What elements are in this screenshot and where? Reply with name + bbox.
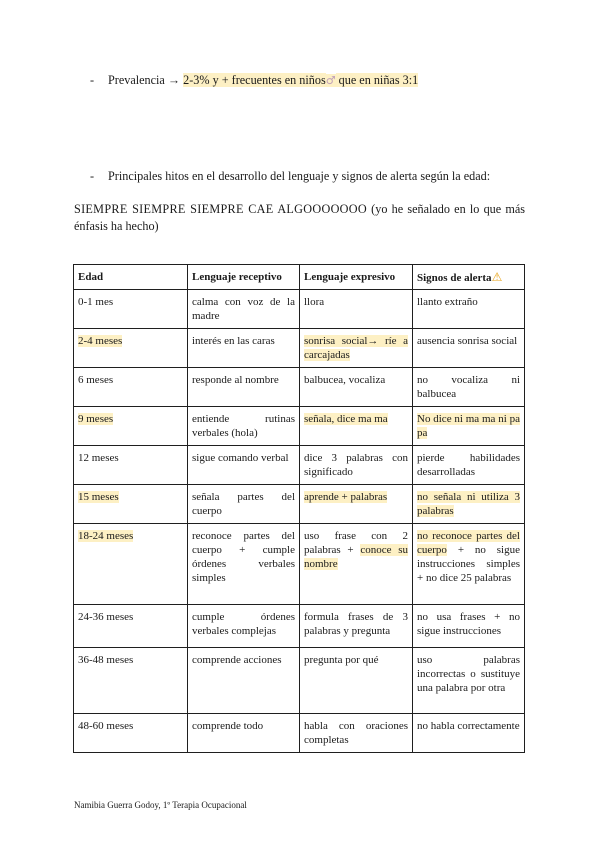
prevalence-highlight-a: 2-3% y + frecuentes en niños <box>183 73 326 87</box>
cell-alerta <box>413 485 525 524</box>
bullet-dash: - <box>90 169 95 183</box>
cell-edad-text: 2-4 meses <box>78 335 123 347</box>
prevalence-label: Prevalencia → <box>108 73 184 87</box>
cell-edad <box>74 524 188 605</box>
cell-edad: 6 meses <box>74 368 188 407</box>
cell-receptivo: sigue comando verbal <box>188 446 300 485</box>
milestones-heading: Principales hitos en el desarrollo del lenguaje y signos de alerta según la edad: <box>108 169 491 183</box>
header-receptivo: Lenguaje receptivo <box>188 265 300 290</box>
table-row <box>74 368 525 407</box>
cell-alerta: no vocaliza ni balbucea <box>413 368 525 407</box>
cell-edad: 24-36 meses <box>74 605 188 648</box>
cell-edad-text: 18-24 meses <box>78 530 134 542</box>
cell-expresivo-text-b: conoce su nombre <box>304 544 408 570</box>
cell-receptivo: señala partes del cuerpo <box>188 485 300 524</box>
cell-expresivo: formula frases de 3 palabras y pregunta <box>300 605 413 648</box>
header-alerta <box>413 265 525 290</box>
cell-alerta: no habla correctamente <box>413 714 525 753</box>
cell-expresivo: habla con oraciones completas <box>300 714 413 753</box>
page-footer: Namibia Guerra Godoy, 1º Terapia Ocupacional <box>74 800 247 810</box>
cell-edad: 48-60 meses <box>74 714 188 753</box>
cell-receptivo: calma con voz de la madre <box>188 290 300 329</box>
header-expresivo: Lenguaje expresivo <box>300 265 413 290</box>
cell-alerta: uso palabras incorrectas o sustituye una palabra por otra <box>413 648 525 714</box>
table-row <box>74 524 525 605</box>
cell-expresivo-text: sonrisa social→ ríe a carcajadas <box>304 335 408 361</box>
cell-edad <box>74 485 188 524</box>
cell-receptivo: interés en las caras <box>188 329 300 368</box>
cell-edad: 36-48 meses <box>74 648 188 714</box>
cell-edad-text: 15 meses <box>78 491 119 503</box>
cell-alerta-text: no señala ni utiliza 3 palabras <box>417 491 520 517</box>
cell-edad-text: 9 meses <box>78 413 114 425</box>
header-alerta-label: Signos de alerta <box>417 272 492 284</box>
prevalence-bullet <box>90 72 418 89</box>
cell-alerta <box>413 407 525 446</box>
language-milestones-table <box>73 264 525 753</box>
cell-alerta-text: No dice ni ma ma ni pa pa <box>417 413 520 439</box>
warning-icon: ⚠ <box>491 270 503 284</box>
table-row <box>74 446 525 485</box>
cell-expresivo-text: aprende + palabras <box>304 491 388 503</box>
cell-expresivo <box>300 329 413 368</box>
cell-expresivo: llora <box>300 290 413 329</box>
table-row <box>74 290 525 329</box>
emphasis-note <box>74 201 525 235</box>
table-row <box>74 605 525 648</box>
cell-edad <box>74 407 188 446</box>
cell-alerta: ausencia sonrisa social <box>413 329 525 368</box>
cell-receptivo: comprende todo <box>188 714 300 753</box>
table-header-row <box>74 265 525 290</box>
cell-expresivo <box>300 485 413 524</box>
prevalence-highlight-b: que en niñas 3:1 <box>335 73 419 87</box>
cell-expresivo: pregunta por qué <box>300 648 413 714</box>
cell-receptivo: comprende acciones <box>188 648 300 714</box>
cell-expresivo-text: señala, dice ma ma <box>304 413 388 425</box>
cell-expresivo: dice 3 palabras con significado <box>300 446 413 485</box>
emphasis-note-rest: (yo he señalado en lo que más énfasis ha hecho) <box>74 202 525 233</box>
cell-expresivo: balbucea, vocaliza <box>300 368 413 407</box>
cell-alerta: llanto extraño <box>413 290 525 329</box>
table-row <box>74 648 525 714</box>
cell-receptivo: responde al nombre <box>188 368 300 407</box>
cell-expresivo-text-a: uso frase con 2 palabras + <box>304 530 408 556</box>
header-edad: Edad <box>74 265 188 290</box>
cell-expresivo <box>300 407 413 446</box>
cell-expresivo <box>300 524 413 605</box>
cell-alerta: no usa frases + no sigue instrucciones <box>413 605 525 648</box>
cell-receptivo: entiende rutinas verbales (hola) <box>188 407 300 446</box>
cell-alerta: pierde habilidades desarrolladas <box>413 446 525 485</box>
bullet-dash: - <box>90 73 95 87</box>
cell-edad <box>74 329 188 368</box>
cell-edad: 0-1 mes <box>74 290 188 329</box>
table-row <box>74 485 525 524</box>
table-row <box>74 329 525 368</box>
cell-receptivo: cumple órdenes verbales complejas <box>188 605 300 648</box>
cell-alerta-text-a: no reconoce partes del cuerpo <box>417 530 520 556</box>
cell-edad: 12 meses <box>74 446 188 485</box>
cell-receptivo: reconoce partes del cuerpo + cumple órdenes verbales simples <box>188 524 300 605</box>
cell-alerta-text-b: + no sigue instrucciones simples + no dice 25 palabras <box>417 544 520 584</box>
milestones-bullet <box>90 168 490 184</box>
male-symbol-icon: ♂ <box>325 74 336 87</box>
table-row <box>74 714 525 753</box>
table-row <box>74 407 525 446</box>
emphasis-note-lead: SIEMPRE SIEMPRE SIEMPRE CAE ALGOOOOOOO <box>74 202 367 216</box>
cell-alerta <box>413 524 525 605</box>
